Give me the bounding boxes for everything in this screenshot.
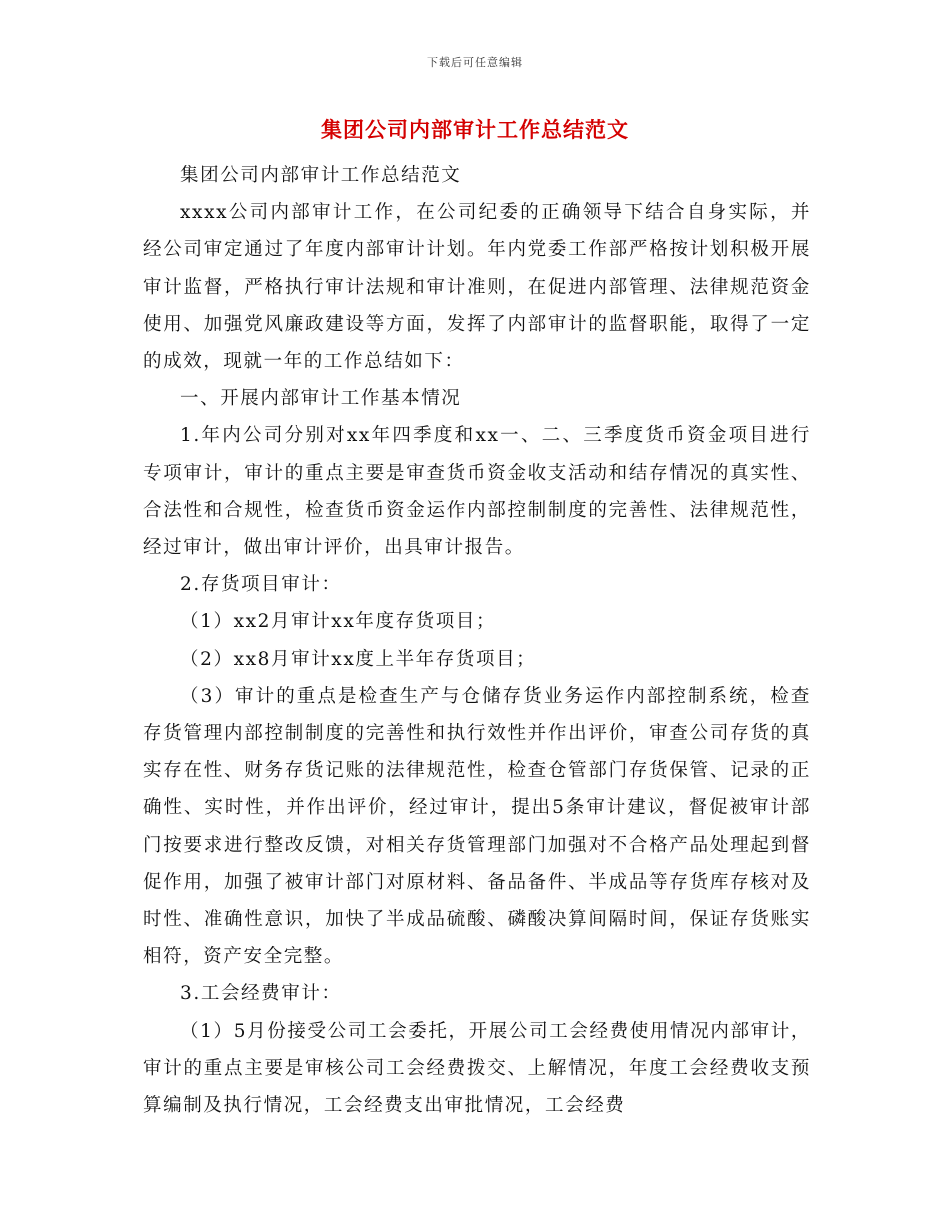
document-title: 集团公司内部审计工作总结范文 (321, 117, 629, 142)
header-note: 下载后可任意编辑 (427, 56, 523, 69)
paragraph-item-3-1: （1）5月份接受公司工会委托，开展公司工会经费使用情况内部审计，审计的重点主要是审核公司工会经费拨交、上解情况，年度工会经费收支预算编制及执行情况，工会经费支出审批情况，工会经费 (143, 1020, 811, 1117)
section-heading-1: 一、开展内部审计工作基本情况 (180, 388, 462, 410)
paragraph-item-2-3: （3）审计的重点是检查生产与仓储存货业务运作内部控制系统，检查存货管理内部控制制度的完善性和执行效性并作出评价，审查公司存货的真实存在性、财务存货记账的法律规范性，检查仓管部门存货保管、记录的正确性、实时性，并作出评价，经过审计，提出5条审计建议，督促被审计部门按要求进行整改反馈，对相关存货管理部门加强对不合格产品处理起到督促作用，加强了被审计部门对原材料、备品备件、半成品等存货库存核对及时性、准确性意识，加快了半成品硫酸、磷酸决算间隔时间，保证存货账实相符，资产安全完整。 (143, 685, 811, 968)
paragraph-item-3: 3.工会经费审计： (180, 983, 342, 1005)
document-body (143, 157, 811, 1124)
paragraph-subtitle: 集团公司内部审计工作总结范文 (180, 165, 462, 186)
paragraph-item-2-2: （2）xx8月审计xx度上半年存货项目； (180, 648, 537, 670)
paragraph-item-1: 1.年内公司分别对xx年四季度和xx一、二、三季度货币资金项目进行专项审计，审计的重点主要是审查货币资金收支活动和结存情况的真实性、合法性和合规性，检查货币资金运作内部控制制度的完善性、法律规范性，经过审计，做出审计评价，出具审计报告。 (143, 425, 811, 559)
paragraph-intro: xxxx公司内部审计工作，在公司纪委的正确领导下结合自身实际，并经公司审定通过了年度内部审计计划。年内党委工作部严格按计划积极开展审计监督，严格执行审计法规和审计准则，在促进内部管理、法律规范资金使用、加强党风廉政建设等方面，发挥了内部审计的监督职能，取得了一定的成效，现就一年的工作总结如下： (143, 202, 811, 373)
paragraph-item-2-1: （1）xx2月审计xx年度存货项目； (180, 611, 497, 633)
paragraph-item-2: 2.存货项目审计： (180, 574, 342, 596)
